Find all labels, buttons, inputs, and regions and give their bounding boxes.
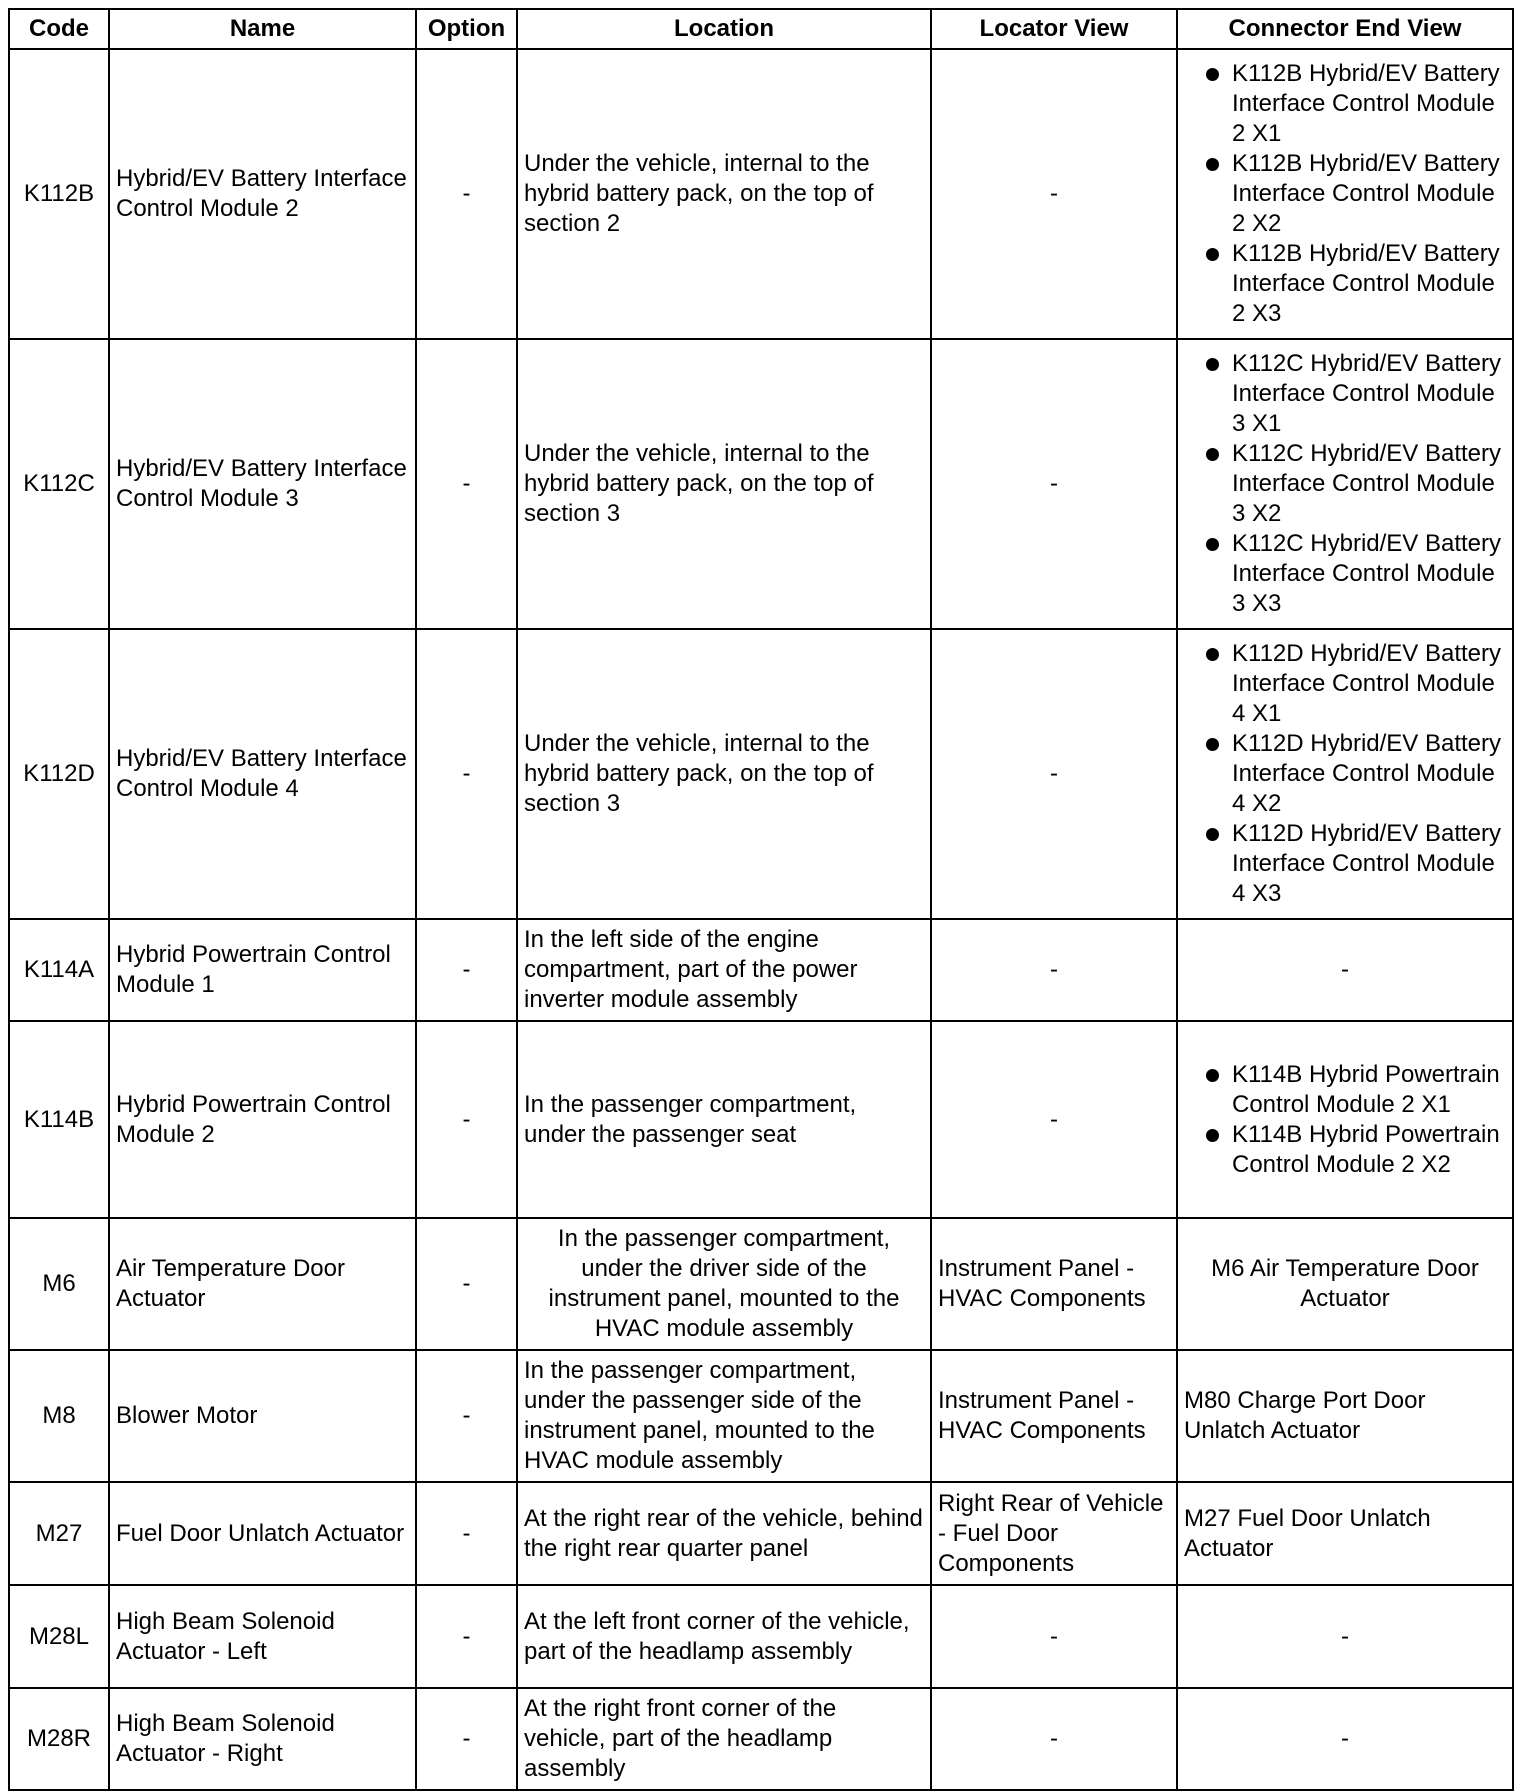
table-row <box>9 1482 1513 1585</box>
cell-connector-end-view: - <box>1177 1585 1513 1688</box>
cell-location: At the left front corner of the vehicle, part of the headlamp assembly <box>517 1585 931 1688</box>
cell-name: Blower Motor <box>109 1350 416 1482</box>
cell-locator-view: - <box>931 1021 1177 1218</box>
connector-item: K112D Hybrid/EV Battery Interface Control Module 4 X2 <box>1184 729 1506 819</box>
cell-name: Hybrid Powertrain Control Module 1 <box>109 919 416 1021</box>
header-row <box>9 9 1513 49</box>
connector-item: K112D Hybrid/EV Battery Interface Control Module 4 X3 <box>1184 819 1506 909</box>
connector-item: K112B Hybrid/EV Battery Interface Control Module 2 X3 <box>1184 239 1506 329</box>
cell-option: - <box>416 629 517 919</box>
cell-location: At the right front corner of the vehicle, part of the headlamp assembly <box>517 1688 931 1790</box>
cell-connector-end-view <box>1177 49 1513 339</box>
cell-code: K112B <box>9 49 109 339</box>
cell-code: M27 <box>9 1482 109 1585</box>
cell-name: Hybrid/EV Battery Interface Control Module 2 <box>109 49 416 339</box>
cell-connector-end-view: M80 Charge Port Door Unlatch Actuator <box>1177 1350 1513 1482</box>
cell-connector-end-view: M6 Air Temperature Door Actuator <box>1177 1218 1513 1350</box>
table-row <box>9 1585 1513 1688</box>
table-row <box>9 49 1513 339</box>
cell-locator-view: Instrument Panel - HVAC Components <box>931 1350 1177 1482</box>
connector-item: K112C Hybrid/EV Battery Interface Control Module 3 X3 <box>1184 529 1506 619</box>
connector-list <box>1184 639 1506 909</box>
cell-location: In the passenger compartment, under the driver side of the instrument panel, mounted to the HVAC module assembly <box>517 1218 931 1350</box>
header-locator-view: Locator View <box>931 9 1177 49</box>
table-row <box>9 919 1513 1021</box>
cell-location: Under the vehicle, internal to the hybrid battery pack, on the top of section 2 <box>517 49 931 339</box>
table-row <box>9 1021 1513 1218</box>
cell-name: Hybrid/EV Battery Interface Control Module 3 <box>109 339 416 629</box>
table-row <box>9 1350 1513 1482</box>
cell-code: M8 <box>9 1350 109 1482</box>
cell-locator-view: - <box>931 1585 1177 1688</box>
table-row <box>9 1688 1513 1790</box>
connector-item: K114B Hybrid Powertrain Control Module 2 X1 <box>1184 1060 1506 1120</box>
cell-connector-end-view <box>1177 629 1513 919</box>
connector-item: K112C Hybrid/EV Battery Interface Control Module 3 X1 <box>1184 349 1506 439</box>
connector-item: K114B Hybrid Powertrain Control Module 2 X2 <box>1184 1120 1506 1180</box>
table-row <box>9 629 1513 919</box>
connector-item: K112B Hybrid/EV Battery Interface Control Module 2 X2 <box>1184 149 1506 239</box>
cell-locator-view: - <box>931 919 1177 1021</box>
connector-list <box>1184 349 1506 619</box>
cell-name: High Beam Solenoid Actuator - Left <box>109 1585 416 1688</box>
header-name: Name <box>109 9 416 49</box>
cell-location: At the right rear of the vehicle, behind the right rear quarter panel <box>517 1482 931 1585</box>
component-locator-table <box>8 8 1514 1791</box>
cell-location: In the passenger compartment, under the passenger seat <box>517 1021 931 1218</box>
cell-name: Fuel Door Unlatch Actuator <box>109 1482 416 1585</box>
cell-location: In the passenger compartment, under the passenger side of the instrument panel, mounted to the HVAC module assembly <box>517 1350 931 1482</box>
connector-item: K112C Hybrid/EV Battery Interface Control Module 3 X2 <box>1184 439 1506 529</box>
connector-item: K112B Hybrid/EV Battery Interface Control Module 2 X1 <box>1184 59 1506 149</box>
table-row <box>9 1218 1513 1350</box>
header-code: Code <box>9 9 109 49</box>
header-option: Option <box>416 9 517 49</box>
cell-locator-view: - <box>931 1688 1177 1790</box>
cell-code: K112D <box>9 629 109 919</box>
cell-option: - <box>416 1218 517 1350</box>
cell-code: K112C <box>9 339 109 629</box>
cell-locator-view: - <box>931 339 1177 629</box>
cell-connector-end-view: M27 Fuel Door Unlatch Actuator <box>1177 1482 1513 1585</box>
cell-option: - <box>416 1688 517 1790</box>
cell-code: M28L <box>9 1585 109 1688</box>
header-location: Location <box>517 9 931 49</box>
cell-option: - <box>416 49 517 339</box>
cell-option: - <box>416 1350 517 1482</box>
cell-name: Hybrid/EV Battery Interface Control Module 4 <box>109 629 416 919</box>
cell-connector-end-view: - <box>1177 919 1513 1021</box>
cell-code: M28R <box>9 1688 109 1790</box>
cell-locator-view: Right Rear of Vehicle - Fuel Door Components <box>931 1482 1177 1585</box>
cell-option: - <box>416 339 517 629</box>
cell-option: - <box>416 1585 517 1688</box>
cell-location: In the left side of the engine compartment, part of the power inverter module assembly <box>517 919 931 1021</box>
header-connector-end-view: Connector End View <box>1177 9 1513 49</box>
connector-list <box>1184 1060 1506 1180</box>
connector-item: K112D Hybrid/EV Battery Interface Control Module 4 X1 <box>1184 639 1506 729</box>
cell-code: K114B <box>9 1021 109 1218</box>
cell-option: - <box>416 1021 517 1218</box>
component-locator-table-wrapper <box>8 8 1514 1791</box>
cell-option: - <box>416 919 517 1021</box>
cell-option: - <box>416 1482 517 1585</box>
cell-connector-end-view <box>1177 1021 1513 1218</box>
cell-locator-view: - <box>931 49 1177 339</box>
cell-location: Under the vehicle, internal to the hybrid battery pack, on the top of section 3 <box>517 629 931 919</box>
cell-locator-view: - <box>931 629 1177 919</box>
cell-name: High Beam Solenoid Actuator - Right <box>109 1688 416 1790</box>
cell-locator-view: Instrument Panel - HVAC Components <box>931 1218 1177 1350</box>
cell-code: K114A <box>9 919 109 1021</box>
cell-connector-end-view: - <box>1177 1688 1513 1790</box>
cell-code: M6 <box>9 1218 109 1350</box>
cell-location: Under the vehicle, internal to the hybrid battery pack, on the top of section 3 <box>517 339 931 629</box>
cell-connector-end-view <box>1177 339 1513 629</box>
connector-list <box>1184 59 1506 329</box>
table-row <box>9 339 1513 629</box>
cell-name: Hybrid Powertrain Control Module 2 <box>109 1021 416 1218</box>
cell-name: Air Temperature Door Actuator <box>109 1218 416 1350</box>
